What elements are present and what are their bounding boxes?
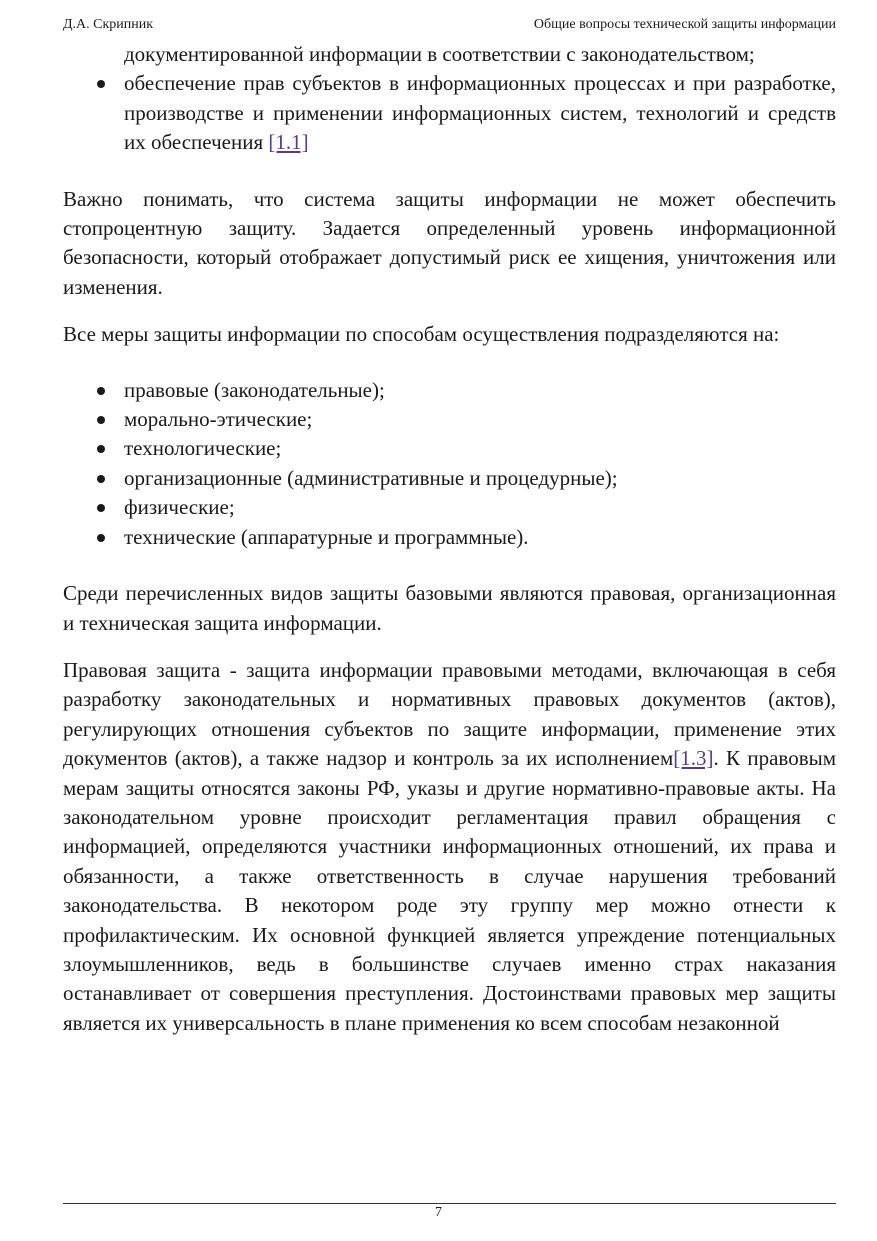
measure-item: [63, 523, 836, 552]
measure-item: [63, 405, 836, 434]
measure-item: [63, 376, 836, 405]
paragraph-security-level: Важно понимать, что система защиты информации не может обеспечить стопроцентную защиту. Задается определенный уровень информационной безопасности, который отображает допустимый риск ее хищения, уничтожения или изменения.: [63, 186, 836, 299]
measure-item-text: физические;: [124, 495, 235, 520]
measure-item-text: технические (аппаратурные и программные).: [124, 524, 529, 549]
page-content: [63, 40, 836, 1038]
footer-divider: [63, 1203, 836, 1204]
page-header: [63, 15, 836, 35]
reference-link-1-3[interactable]: [1.3]: [673, 746, 714, 771]
measure-item-text: правовые (законодательные);: [124, 377, 385, 402]
bullet-icon: [97, 387, 105, 395]
header-author: Д.А. Скрипник: [63, 17, 154, 32]
list-item: [63, 69, 836, 157]
bullet-icon: [97, 80, 105, 88]
measure-item-text: организационные (административные и процедурные);: [124, 465, 618, 490]
measure-item: [63, 493, 836, 522]
rights-list: [63, 40, 836, 158]
paragraph-measures-intro: Все меры защиты информации по способам осуществления подразделяются на:: [63, 322, 780, 347]
bullet-icon: [97, 504, 105, 512]
bullet-icon: [97, 416, 105, 424]
paragraph-base-types: Среди перечисленных видов защиты базовыми являются правовая, организационная и техническая защита информации.: [63, 581, 836, 635]
reference-link-1-1[interactable]: [1.1]: [268, 130, 309, 155]
measure-item-text: морально-этические;: [124, 407, 313, 432]
bullet-icon: [97, 445, 105, 453]
bullet-icon: [97, 475, 105, 483]
list-item-continuation: документированной информации в соответствии с законодательством;: [124, 42, 755, 66]
measure-item: [63, 464, 836, 493]
list-item-text: обеспечение прав субъектов в информационных процессах и при разработке, производстве и применении информационных систем, технологий и средств их обеспечения: [124, 71, 836, 155]
bullet-icon: [97, 534, 105, 542]
header-title: Общие вопросы технической защиты информации: [533, 17, 836, 32]
measure-item-text: технологические;: [124, 436, 282, 461]
measure-item: [63, 434, 836, 463]
paragraph-legal-protection: Правовая защита - защита информации правовыми методами, включающая в себя разработку законодательных и нормативных правовых документов (актов), регулирующих отношения субъектов по защите информации, применение этих документов (актов), а также надзор и контроль за их исполнением[1.3]. К правовым мерам защиты относятся законы РФ, указы и другие нормативно-правовые акты. На законодательном уровне происходит регламентация правил обращения с информацией, определяются участники информационных отношений, их права и обязанности, а также ответственность в случае нарушения требований законодательства. В некотором роде эту группу мер можно отнести к профилактическим. Их основной функцией является упреждение потенциальных злоумышленников, ведь в большинстве случаев именно страх наказания останавливает от совершения преступления. Достоинствами правовых мер защиты является их универсальность в плане применения ко всем способам незаконной: [63, 657, 837, 1035]
measures-list: [63, 376, 836, 552]
page-number: 7: [435, 1205, 442, 1220]
